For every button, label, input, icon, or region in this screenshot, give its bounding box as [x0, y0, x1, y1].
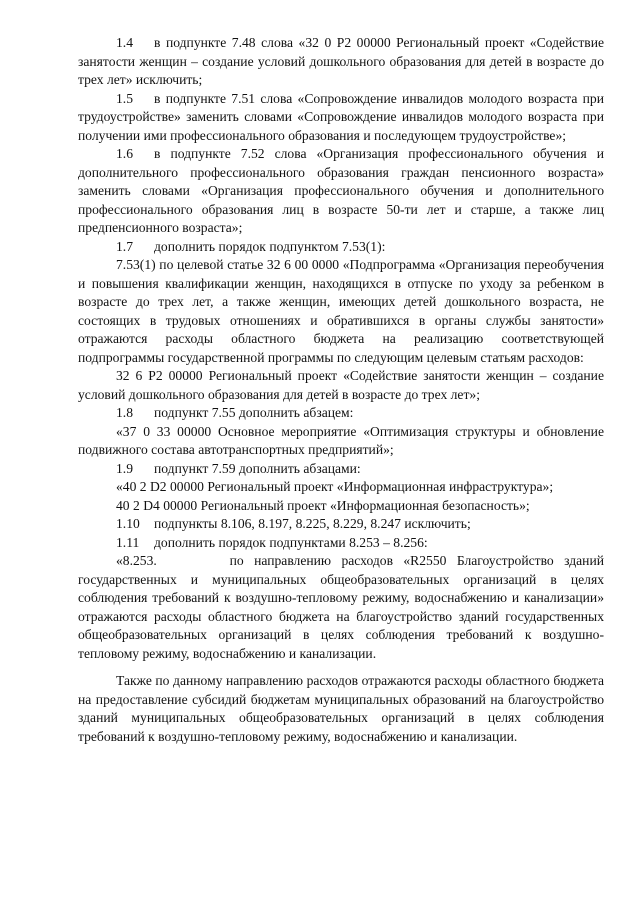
- paragraph-text: подпункты 8.106, 8.197, 8.225, 8.229, 8.247 исключить;: [154, 516, 471, 531]
- paragraph-32-6-p2: [78, 367, 604, 404]
- paragraph-7-53-1: [78, 256, 604, 367]
- paragraph-text: 40 2 D4 00000 Региональный проект «Информационная безопасность»;: [116, 497, 530, 513]
- document-body: [78, 34, 604, 746]
- item-number: 1.5: [116, 90, 133, 106]
- paragraph-text: подпункт 7.55 дополнить абзацем:: [154, 405, 354, 420]
- paragraph-1-9: [78, 460, 604, 479]
- paragraph-text: дополнить порядок подпунктом 7.53(1):: [154, 238, 386, 254]
- paragraph-1-4: [78, 34, 604, 90]
- paragraph-text: подпункт 7.59 дополнить абзацами:: [154, 460, 361, 476]
- item-number: 1.7: [116, 238, 133, 254]
- item-number: 1.4: [116, 35, 133, 50]
- item-number: 1.6: [116, 146, 133, 161]
- paragraph-text: дополнить порядок подпунктами 8.253 – 8.256:: [154, 534, 428, 550]
- paragraph-text: 32 6 P2 00000 Региональный проект «Содействие занятости женщин – создание условий дошкольного образования для детей в возрасте до трех лет»;: [78, 368, 604, 402]
- paragraph-1-8: [78, 404, 604, 423]
- paragraph-text: 7.53(1) по целевой статье 32 6 00 0000 «Подпрограмма «Организация переобучения и повышения квалификации женщин, находящихся в отпуске по уходу за ребенком в возрасте до трех лет, а также женщин, имеющих детей дошкольного возраста, не состоящих в трудовых отношениях и обратившихся в органы службы занятости» отражаются расходы областного бюджета на реализацию соответствующей подпрограммы государственной программы по следующим целевым статьям расходов:: [78, 257, 604, 365]
- item-number: «8.253.: [116, 553, 157, 568]
- paragraph-1-11: [78, 534, 604, 553]
- paragraph-text: Также по данному направлению расходов отражаются расходы областного бюджета на предоставление субсидий бюджетам муниципальных образований на благоустройство зданий муниципальных общеобразовательных организаций в целях соблюдения требований к воздушно-тепловому режиму, водоснабжению и канализации.: [78, 673, 604, 744]
- paragraph-text: «40 2 D2 00000 Региональный проект «Информационная инфраструктура»;: [116, 479, 554, 494]
- item-number: 1.10: [116, 516, 140, 531]
- paragraph-text: в подпункте 7.52 слова «Организация профессионального обучения и дополнительного профессионального образования граждан пенсионного возраста» заменить словами «Организация профессионального обучения и дополнительного профессионального образования лиц в возрасте 50-ти лет и старше, а также лиц предпенсионного возраста»;: [78, 146, 604, 235]
- paragraph-text: по направлению расходов «R2550 Благоустройство зданий государственных и муниципальных общеобразовательных организаций в целях соблюдения требований к воздушно-тепловому режиму, водоснабжению и канализации» отражаются расходы областного бюджета на благоустройство зданий государственных общеобразовательных организаций в целях соблюдения требований к воздушно-тепловому режиму, водоснабжению и канализации.: [78, 553, 605, 661]
- paragraph-1-10: [78, 515, 604, 534]
- item-number: 1.8: [116, 405, 133, 420]
- paragraph-8-253: [78, 552, 604, 663]
- paragraph-also: [78, 672, 604, 746]
- item-number: 1.9: [116, 460, 133, 476]
- paragraph-40-2-d4: [78, 497, 604, 516]
- item-number: 1.11: [116, 534, 140, 550]
- paragraph-37-0-33: [78, 423, 604, 460]
- paragraph-1-7: [78, 238, 604, 257]
- paragraph-text: в подпункте 7.48 слова «32 0 P2 00000 Региональный проект «Содействие занятости женщин – создание условий дошкольного образования для детей в возрасте до трех лет» исключить;: [78, 35, 604, 87]
- paragraph-40-2-d2: [78, 478, 604, 497]
- paragraph-1-6: [78, 145, 604, 238]
- paragraph-1-5: [78, 90, 604, 146]
- paragraph-text: «37 0 33 00000 Основное мероприятие «Оптимизация структуры и обновление подвижного состава автотранспортных предприятий»;: [78, 423, 604, 457]
- paragraph-text: в подпункте 7.51 слова «Сопровождение инвалидов молодого возраста при трудоустройстве» заменить словами «Сопровождение инвалидов молодого возраста при получении ими профессионального образования и последующем трудоустройстве»;: [78, 90, 604, 143]
